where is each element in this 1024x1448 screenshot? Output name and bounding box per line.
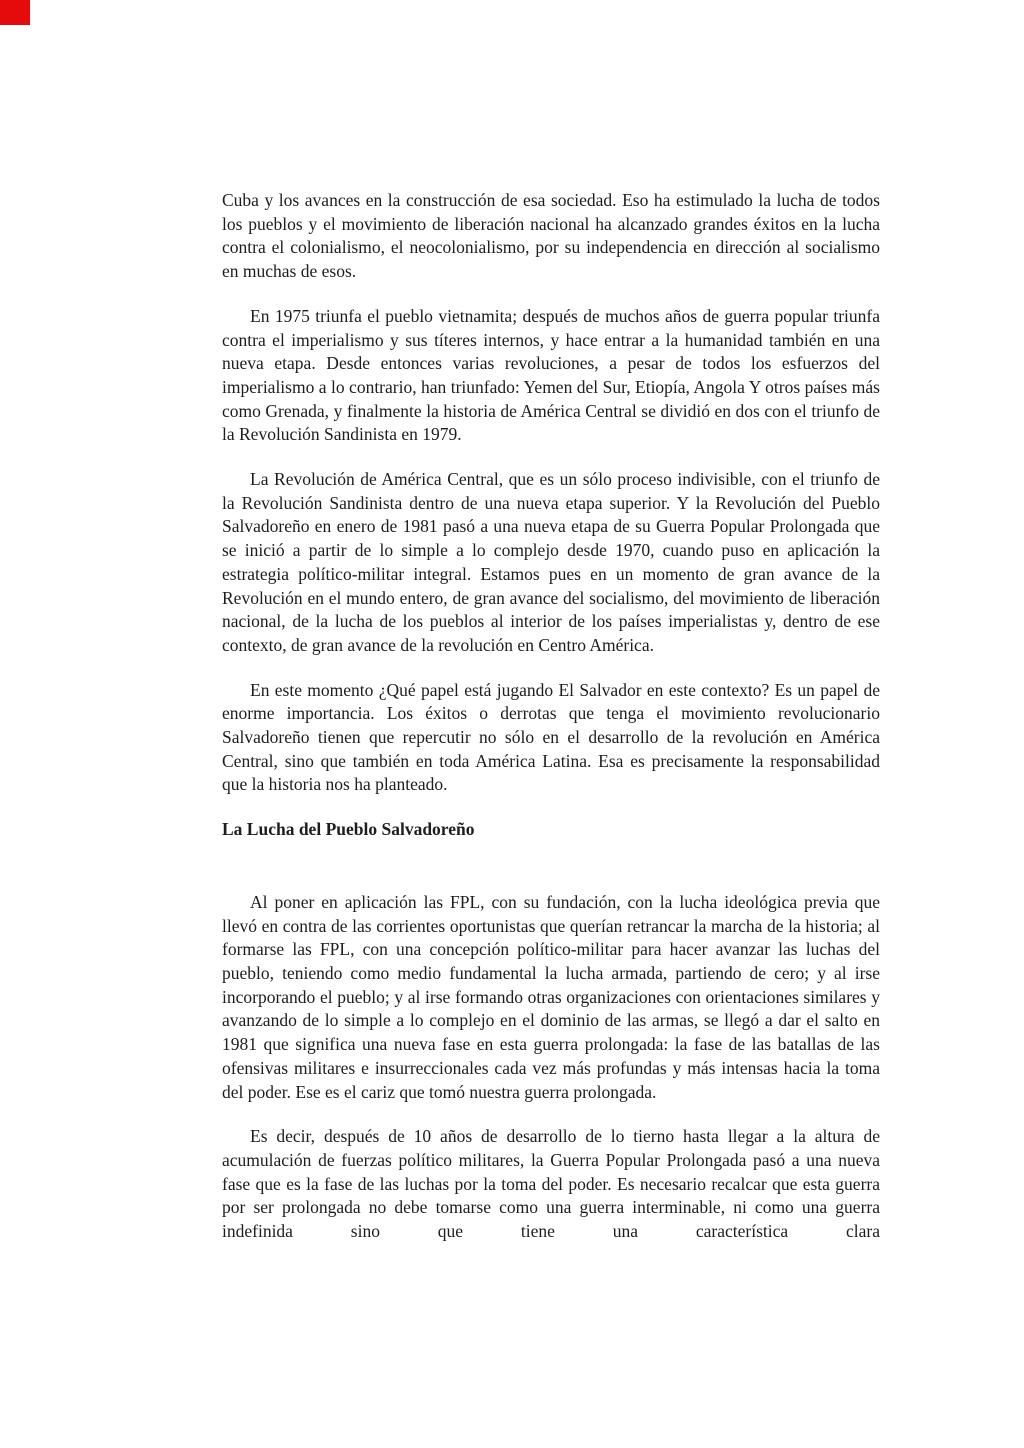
red-corner-marker <box>0 0 30 25</box>
paragraph-guerra-prolongada-10-anos: Es decir, después de 10 años de desarrollo de lo tierno hasta llegar a la altura de acumulación de fuerzas político militares, la Guerra Popular Prolongada pasó a una nueva fase que es la fase de las luchas por la toma del poder. Es necesario recalcar que esta guerra por ser prolongada no debe tomarse como una guerra interminable, ni como una guerra indefinida sino que tiene una característica clara <box>222 1126 880 1242</box>
paragraph-1975-vietnam: En 1975 triunfa el pueblo vietnamita; después de muchos años de guerra popular triunfa contra el imperialismo y sus títeres internos, y hace entrar a la humanidad también en una nueva etapa. Desde entonces varias revoluciones, a pesar de todos los esfuerzos del imperialismo a lo contrario, han triunfado: Yemen del Sur, Etiopía, Angola Y otros países más como Grenada, y finalmente la historia de América Central se dividió en dos con el triunfo de la Revolución Sandinista en 1979. <box>222 305 880 445</box>
section-heading-lucha-pueblo-salvadoreno: La Lucha del Pueblo Salvadoreño <box>222 819 475 840</box>
paragraph-fpl-fundacion: Al poner en aplicación las FPL, con su fundación, con la lucha ideológica previa que llevó en contra de las corrientes oportunistas que querían retrancar la marcha de la historia; al formarse las FPL, con una concepción político-militar para hacer avanzar las luchas del pueblo, teniendo como medio fundamental la lucha armada, partiendo de cero; y al irse incorporando el pueblo; y al irse formando otras organizaciones con orientaciones similares y avanzando de lo simple a lo complejo en el dominio de las armas, se llegó a dar el salto en 1981 que significa una nueva fase en esta guerra prolongada: la fase de las batallas de las ofensivas militares e insurreccionales cada vez más profundas y más intensas hacia la toma del poder. Ese es el cariz que tomó nuestra guerra prolongada. <box>222 891 880 1102</box>
paragraph-revolucion-america-central: La Revolución de América Central, que es un sólo proceso indivisible, con el triunfo de la Revolución Sandinista dentro de una nueva etapa superior. Y la Revolución del Pueblo Salvadoreño en enero de 1981 pasó a una nueva etapa de su Guerra Popular Prolongada que se inició a partir de lo simple a lo complejo desde 1970, cuando puso en aplicación la estrategia político-militar integral. Estamos pues en un momento de gran avance de la Revolución en el mundo entero, de gran avance del socialismo, del movimiento de liberación nacional, de la lucha de los pueblos al interior de los países imperialistas y, dentro de ese contexto, de gran avance de la revolución en Centro América. <box>222 469 880 655</box>
paragraph-papel-el-salvador: En este momento ¿Qué papel está jugando El Salvador en este contexto? Es un papel de enorme importancia. Los éxitos o derrotas que tenga el movimiento revolucionario Salvadoreño tienen que repercutir no sólo en el desarrollo de la revolución en América Central, sino que también en toda América Latina. Esa es precisamente la responsabilidad que la historia nos ha planteado. <box>222 679 880 795</box>
paragraph-cuba-avances: Cuba y los avances en la construcción de esa sociedad. Eso ha estimulado la lucha de todos los pueblos y el movimiento de liberación nacional ha alcanzado grandes éxitos en la lucha contra el colonialismo, el neocolonialismo, por su independencia en dirección al socialismo en muchas de esos. <box>222 190 880 282</box>
text-column <box>222 189 880 1244</box>
